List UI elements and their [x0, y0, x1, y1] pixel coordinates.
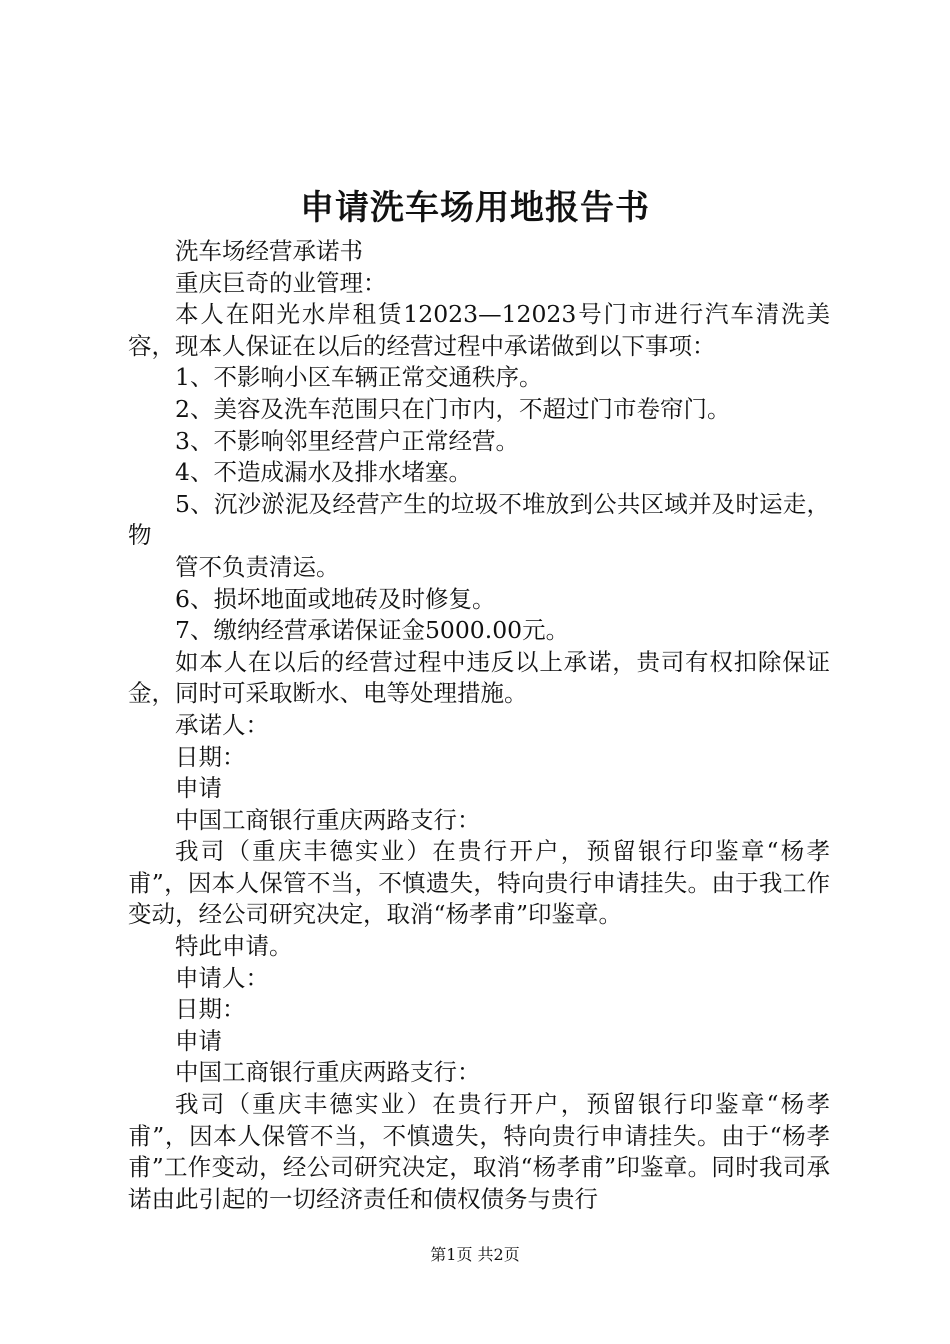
paragraph-application-heading: 申请	[175, 774, 222, 803]
paragraph-seal-loss-request-2: 我司（重庆丰德实业）在贵行开户，预留银行印鉴章“杨孝甫”，因本人保管不当，不慎遗失，特向贵行申请挂失。由于“杨孝甫”工作变动，经公司研究决定，取消“杨孝甫”印鉴章。同时我司承诺由此引起的一切经济责任和债权债务与贵行	[128, 1090, 830, 1213]
paragraph-violation-clause: 如本人在以后的经营过程中违反以上承诺，贵司有权扣除保证金，同时可采取断水、电等处理措施。	[128, 647, 830, 708]
paragraph-hereby-apply: 特此申请。	[175, 932, 293, 961]
paragraph-bank-addressee-2: 中国工商银行重庆两路支行：	[175, 1058, 481, 1087]
page-number-footer: 第1页 共2页	[430, 1245, 520, 1264]
paragraph-item-6: 6、损坏地面或地砖及时修复。	[175, 584, 496, 613]
paragraph-date-label: 日期：	[175, 742, 246, 771]
paragraph-seal-loss-request: 我司（重庆丰德实业）在贵行开户，预留银行印鉴章“杨孝甫”，因本人保管不当，不慎遗失，特向贵行申请挂失。由于我工作变动，经公司研究决定，取消“杨孝甫”印鉴章。	[128, 837, 830, 929]
paragraph-item-7: 7、缴纳经营承诺保证金5000.00元。	[175, 616, 570, 645]
paragraph-application-heading-2: 申请	[175, 1026, 222, 1055]
document-body	[128, 236, 830, 1215]
document-title: 申请洗车场用地报告书	[300, 188, 650, 228]
paragraph-item-5: 5、沉沙淤泥及经营产生的垃圾不堆放到公共区域并及时运走，物	[128, 489, 830, 550]
paragraph-promisor-label: 承诺人：	[175, 710, 269, 739]
paragraph-intro: 本人在阳光水岸租赁12023—12023号门市进行汽车清洗美容，现本人保证在以后的经营过程中承诺做到以下事项：	[128, 300, 830, 360]
paragraph-commitment-heading: 洗车场经营承诺书	[175, 237, 363, 265]
paragraph-item-4: 4、不造成漏水及排水堵塞。	[175, 458, 472, 487]
paragraph-item-5-continued: 管不负责清运。	[175, 552, 340, 581]
paragraph-date-label-2: 日期：	[175, 995, 246, 1024]
paragraph-bank-addressee: 中国工商银行重庆两路支行：	[175, 805, 481, 834]
paragraph-item-3: 3、不影响邻里经营户正常经营。	[175, 426, 519, 455]
paragraph-applicant-label: 申请人：	[175, 963, 269, 992]
paragraph-item-2: 2、美容及洗车范围只在门市内，不超过门市卷帘门。	[175, 394, 731, 423]
paragraph-addressee: 重庆巨奇的业管理：	[175, 268, 387, 297]
paragraph-item-1: 1、不影响小区车辆正常交通秩序。	[175, 363, 543, 392]
